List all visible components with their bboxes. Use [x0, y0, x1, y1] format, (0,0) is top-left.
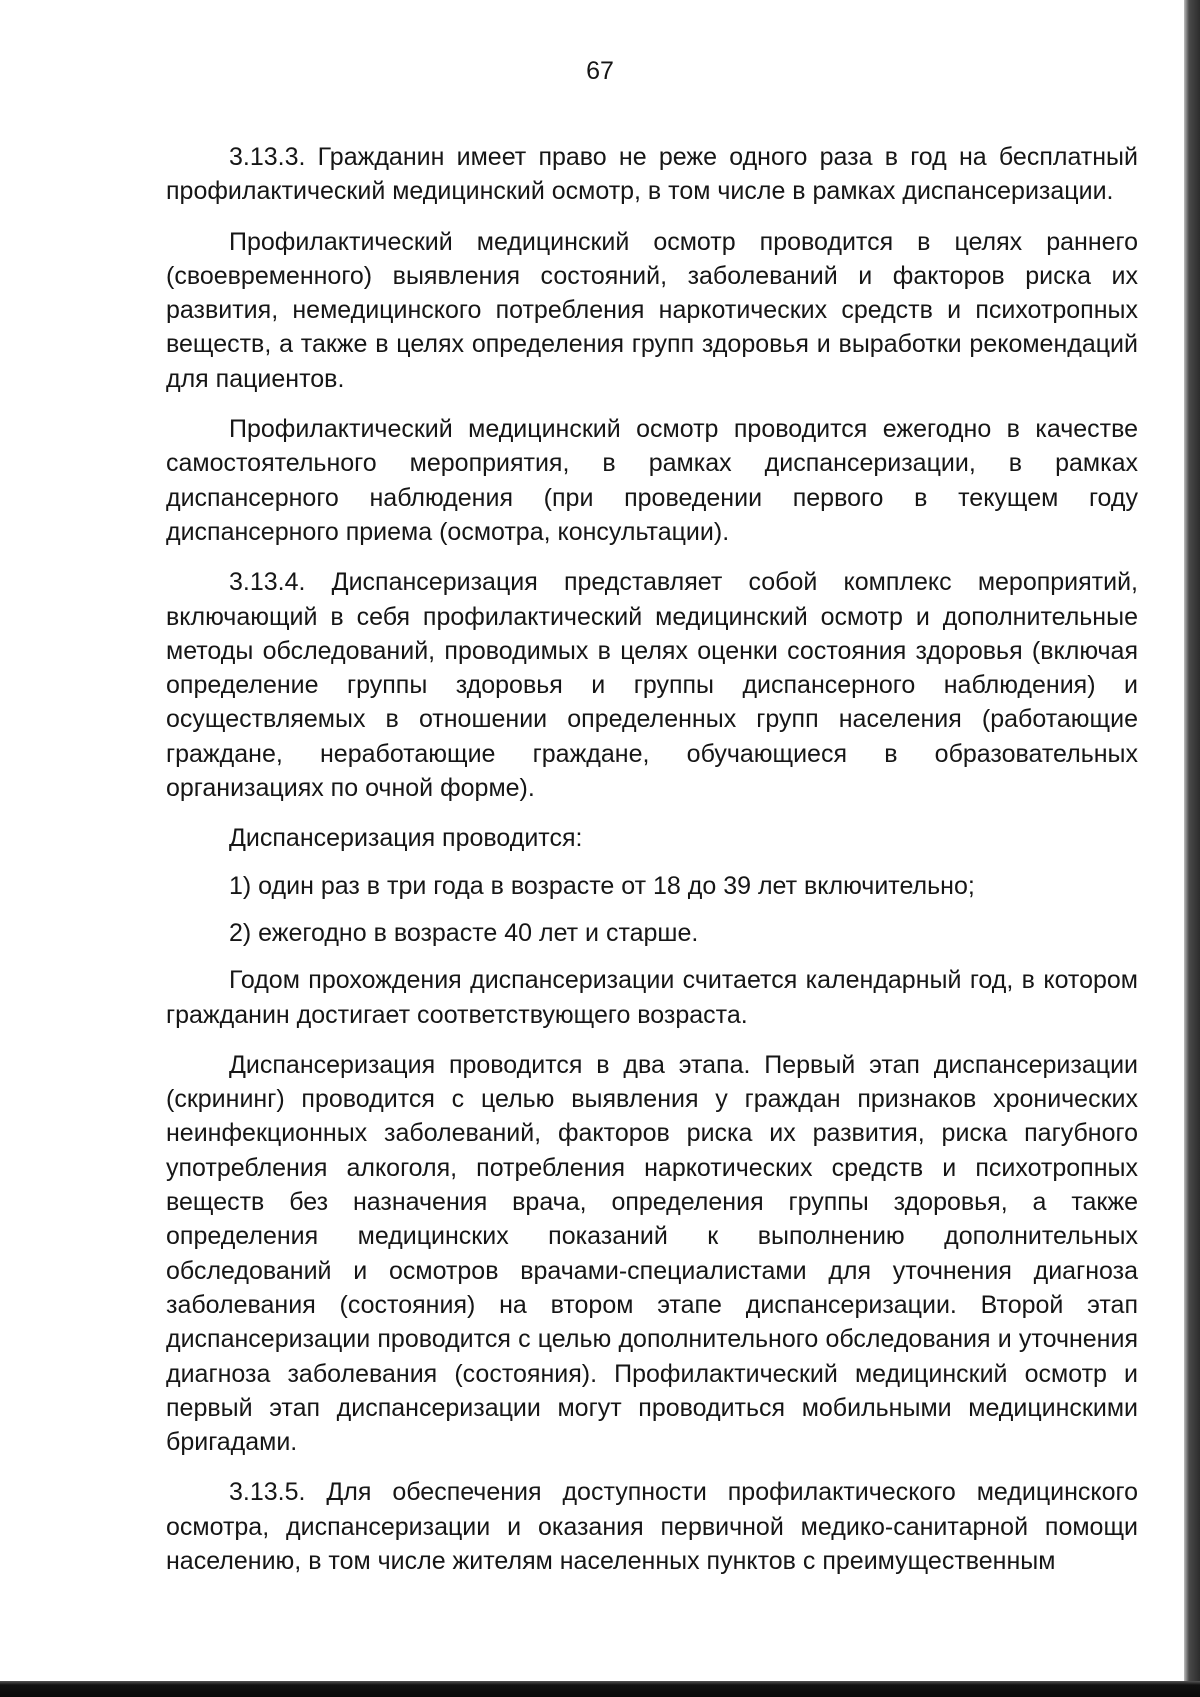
list-item-2: 2) ежегодно в возрасте 40 лет и старше.: [229, 918, 699, 947]
scan-border-right: [1184, 0, 1200, 1697]
paragraph-3-13-4: 3.13.4. Диспансеризация представляет собой комплекс мероприятий, включающий в себя профилактический медицинский осмотр и дополнительные методы обследований, проводимых в целях оценки состояния здоровья (включая определение группы здоровья и группы диспансерного наблюдения) и осуществляемых в отношении определенных групп населения (работающие граждане, неработающие граждане, обучающиеся в образовательных организациях по очной форме).: [166, 568, 1138, 803]
paragraph-3-13-3: 3.13.3. Гражданин имеет право не реже одного раза в год на бесплатный профилактический медицинский осмотр, в том числе в рамках диспансеризации.: [166, 143, 1138, 206]
paragraph-dispensary-intro: Диспансеризация проводится:: [229, 824, 583, 853]
scan-border-bottom: [0, 1681, 1200, 1697]
paragraph-3-13-5: 3.13.5. Для обеспечения доступности профилактического медицинского осмотра, диспансеризации и оказания первичной медико-санитарной помощи населению, в том числе жителям населенных пунктов с преимущественным: [166, 1478, 1138, 1575]
paragraph-dispensary-year: Годом прохождения диспансеризации считается календарный год, в котором гражданин достигает соответствующего возраста.: [166, 966, 1138, 1029]
paragraph-checkup-frequency: Профилактический медицинский осмотр проводится ежегодно в качестве самостоятельного мероприятия, в рамках диспансеризации, в рамках диспансерного наблюдения (при проведении первого в текущем году диспансерного приема (осмотра, консультации).: [166, 415, 1138, 546]
list-item-1: 1) один раз в три года в возрасте от 18 до 39 лет включительно;: [229, 871, 975, 900]
paragraph-checkup-purpose: Профилактический медицинский осмотр проводится в целях раннего (своевременного) выявления состояний, заболеваний и факторов риска их развития, немедицинского потребления наркотических средств и психотропных веществ, а также в целях определения групп здоровья и выработки рекомендаций для пациентов.: [166, 227, 1138, 393]
document-body: [166, 140, 1138, 1594]
paragraph-dispensary-stages: Диспансеризация проводится в два этапа. Первый этап диспансеризации (скрининг) проводится с целью выявления у граждан признаков хронических неинфекционных заболеваний, факторов риска их развития, риска пагубного употребления алкоголя, потребления наркотических средств и психотропных веществ без назначения врача, определения группы здоровья, а также определения медицинских показаний к выполнению дополнительных обследований и осмотров врачами-специалистами для уточнения диагноза заболевания (состояния) на втором этапе диспансеризации. Второй этап диспансеризации проводится с целью дополнительного обследования и уточнения диагноза заболевания (состояния). Профилактический медицинский осмотр и первый этап диспансеризации могут проводиться мобильными медицинскими бригадами.: [166, 1050, 1138, 1457]
page-number: 67: [586, 57, 614, 85]
